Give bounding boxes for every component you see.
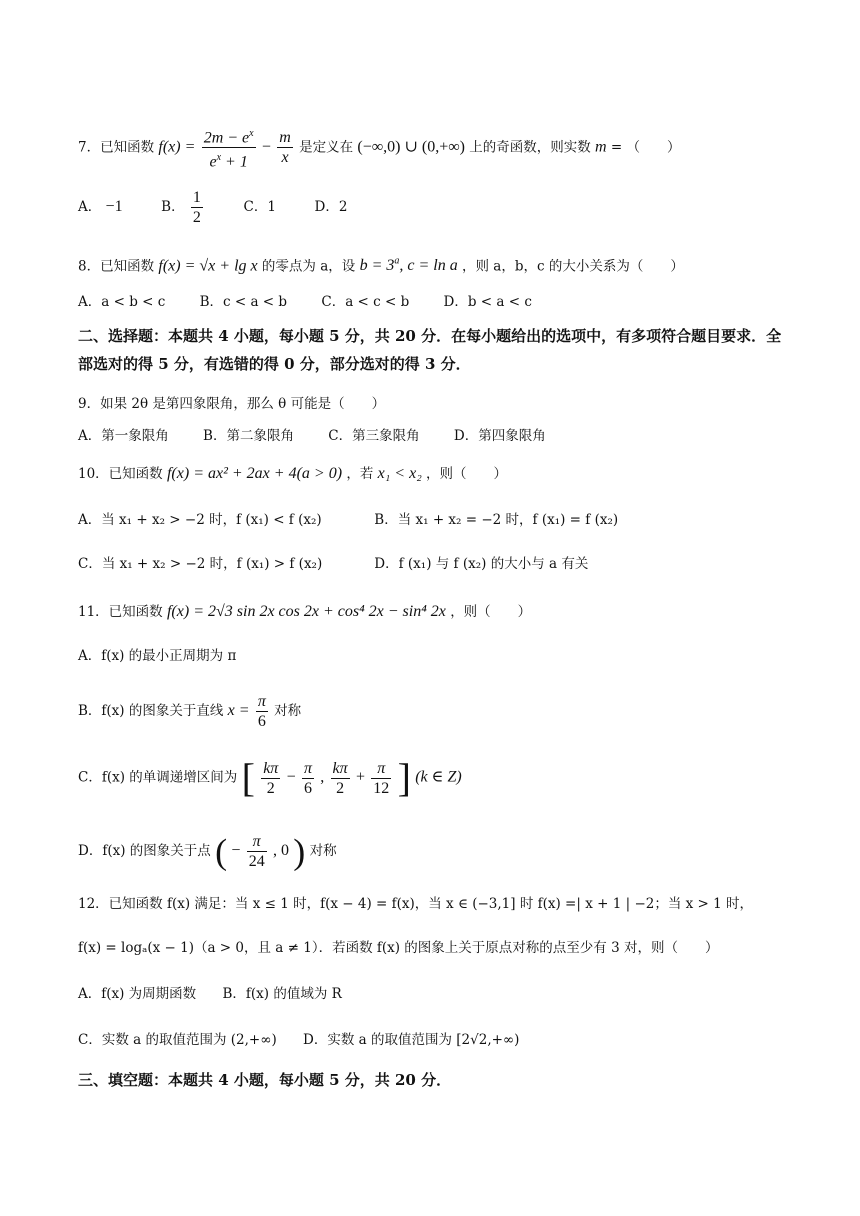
- question-7-options: [78, 188, 347, 227]
- q11-optB-a: B．f(x) 的图象关于直线: [78, 703, 224, 719]
- q10-stem-c: ，则（ ）: [426, 466, 508, 482]
- q8-text1: 8．已知函数: [78, 258, 155, 275]
- q11-optC-frac4: $\frac{\pi}{12}$: [373, 759, 390, 797]
- q7-fx: f(x) =: [158, 138, 196, 156]
- q10-cond: x₁ < x₂: [377, 465, 422, 482]
- q12-option-b: B．f(x) 的值域为 R: [222, 986, 342, 1002]
- question-9-stem: 9．如果 2θ 是第四象限角，那么 θ 可能是（ ）: [78, 396, 386, 412]
- q7-fraction-1: [202, 124, 256, 172]
- q11-optB-x: x =: [227, 702, 250, 719]
- q7-option-a-label: A．: [78, 199, 102, 215]
- q9-option-d: D．第四象限角: [453, 428, 546, 444]
- q10-stem-a: 10．已知函数: [78, 466, 163, 482]
- question-12-line-1: 12．已知函数 f(x) 满足：当 x ≤ 1 时，f(x − 4) = f(x)，当 x ∈ (−3,1] 时 f(x) =| x + 1 | −2；当 x > 1 时，: [78, 896, 754, 912]
- q7-option-b-num: 1: [192, 189, 201, 206]
- q11-optD-b: 对称: [309, 843, 337, 859]
- section-2-heading: 二、选择题：本题共 4 小题，每小题 5 分，共 20 分．在每小题给出的选项中，有多项符合题目要求．全部选对的得 5 分，有选错的得 0 分，部分选对的得 3 分．: [78, 327, 782, 373]
- q11-optB-b: 对称: [274, 703, 302, 719]
- q11-optC-frac2: $\frac{\pi}{6}$: [303, 759, 312, 797]
- q11-formula: f(x) = 2√3 sin 2x cos 2x + cos⁴ 2x − sin⁴ 2x: [166, 603, 446, 620]
- q10-option-b: B．当 x₁ + x₂ = −2 时，f (x₁) = f (x₂): [374, 512, 619, 528]
- q11-optC-frac3: $\frac{k\pi}{2}$: [332, 759, 348, 797]
- q7-option-d: D．2: [314, 199, 348, 215]
- q10-stem-b: ，若: [346, 466, 374, 482]
- section-3-heading: 三、填空题：本题共 4 小题，每小题 5 分，共 20 分．: [78, 1071, 452, 1089]
- question-12-options-cd: [78, 1030, 519, 1050]
- q7-domain: (−∞,0) ∪ (0,+∞): [357, 138, 465, 156]
- q11-stem-b: ，则（ ）: [450, 604, 532, 620]
- q7-mid: 是定义在: [299, 139, 354, 156]
- question-11-stem: [78, 602, 531, 622]
- q10-formula: f(x) = ax² + 2ax + 4(a > 0): [166, 465, 343, 482]
- right-bracket: ]: [397, 755, 411, 800]
- q12-option-c: C．实数 a 的取值范围为 (2,+∞): [78, 1032, 277, 1048]
- q7-option-b-fraction: [191, 188, 203, 227]
- q7-num2: m: [279, 129, 291, 147]
- q7-option-c: C．1: [243, 199, 276, 215]
- left-bracket: [: [241, 755, 255, 800]
- q8-text2: 的零点为 a，设: [261, 258, 356, 275]
- question-8-stem: [78, 252, 684, 276]
- q8-option-d: D．b < a < c: [443, 294, 532, 310]
- q7-var: m: [595, 138, 607, 156]
- q10-option-c: C．当 x₁ + x₂ > −2 时，f (x₁) > f (x₂): [78, 556, 323, 572]
- q11-optD-a: D．f(x) 的图象关于点: [78, 843, 211, 859]
- q11-optB-den: 6: [257, 713, 266, 730]
- q7-fraction-2: [277, 128, 293, 167]
- q8-option-a: A．a < b < c: [78, 294, 166, 310]
- question-11-option-b: [78, 692, 301, 731]
- question-12-line-2: f(x) = logₐ(x − 1)（a > 0，且 a ≠ 1）．若函数 f(x) 的图象上关于原点对称的点至少有 3 对，则（ ）: [78, 940, 719, 956]
- q7-option-b-label: B．: [161, 199, 185, 215]
- q7-prefix: 7．已知函数: [78, 139, 155, 156]
- q9-option-c: C．第三象限角: [328, 428, 420, 444]
- right-paren: ): [293, 831, 306, 872]
- question-10-options-ab: [78, 510, 618, 530]
- q7-num1: 2m − e: [203, 129, 250, 147]
- q11-optD-tail: , 0: [272, 842, 289, 859]
- q11-optC-frac1: $\frac{k\pi}{2}$: [263, 759, 279, 797]
- q10-option-d: D．f (x₁) 与 f (x₂) 的大小与 a 有关: [374, 556, 589, 572]
- question-11-option-c: [78, 755, 462, 800]
- q11-optC-minus: −: [286, 768, 296, 786]
- left-paren: (: [215, 831, 228, 872]
- q8-option-b: B．c < a < b: [199, 294, 288, 310]
- q9-option-b: B．第二象限角: [203, 428, 294, 444]
- q8-text3: ，则 a，b，c 的大小关系为（ ）: [462, 258, 684, 275]
- q11-optB-num: π: [257, 693, 266, 710]
- q7-option-b-den: 2: [192, 209, 201, 226]
- q11-optC-a: C．f(x) 的单调递增区间为: [78, 769, 238, 786]
- q7-suffix: 上的奇函数，则实数: [469, 139, 591, 156]
- q7-den1-sup: x: [216, 152, 222, 164]
- q7-num1-sup: x: [249, 128, 254, 139]
- q11-optB-fraction: [256, 692, 268, 731]
- question-10-stem: [78, 464, 507, 484]
- question-11-option-a: A．f(x) 的最小正周期为 π: [78, 648, 237, 664]
- q7-end: = （ ）: [610, 139, 681, 156]
- q11-optC-plus: +: [355, 768, 365, 786]
- q9-option-a: A．第一象限角: [78, 428, 169, 444]
- q8-formula: f(x) = √x + lg x: [158, 257, 258, 275]
- q8-formula2: $b = 3^a$, c = ln a: [359, 256, 458, 275]
- question-12-options-ab: [78, 984, 342, 1004]
- q7-den2: x: [281, 149, 289, 167]
- q12-option-d: D．实数 a 的取值范围为 [2√2,+∞): [303, 1032, 520, 1048]
- question-9-options: [78, 426, 546, 446]
- q7-minus: −: [261, 138, 271, 156]
- q12-option-a: A．f(x) 为周期函数: [78, 986, 197, 1002]
- q11-stem-a: 11．已知函数: [78, 604, 163, 620]
- question-10-options-cd: [78, 554, 588, 574]
- q8-option-c: C．a < c < b: [321, 294, 410, 310]
- q11-optD-minus: −: [231, 842, 241, 859]
- q7-option-a-value: −1: [105, 198, 123, 215]
- q11-optD-fraction: $\frac{\pi}{24}$: [248, 833, 265, 870]
- question-7-stem: [78, 124, 681, 172]
- q11-optC-comma: ,: [320, 768, 325, 786]
- q7-den1-tail: + 1: [221, 153, 248, 171]
- q11-optC-tail: (k ∈ Z): [415, 768, 462, 786]
- q10-option-a: A．当 x₁ + x₂ > −2 时，f (x₁) < f (x₂): [78, 512, 322, 528]
- q7-den1: e: [209, 153, 217, 171]
- question-8-options: [78, 292, 532, 312]
- question-11-option-d: [78, 832, 337, 871]
